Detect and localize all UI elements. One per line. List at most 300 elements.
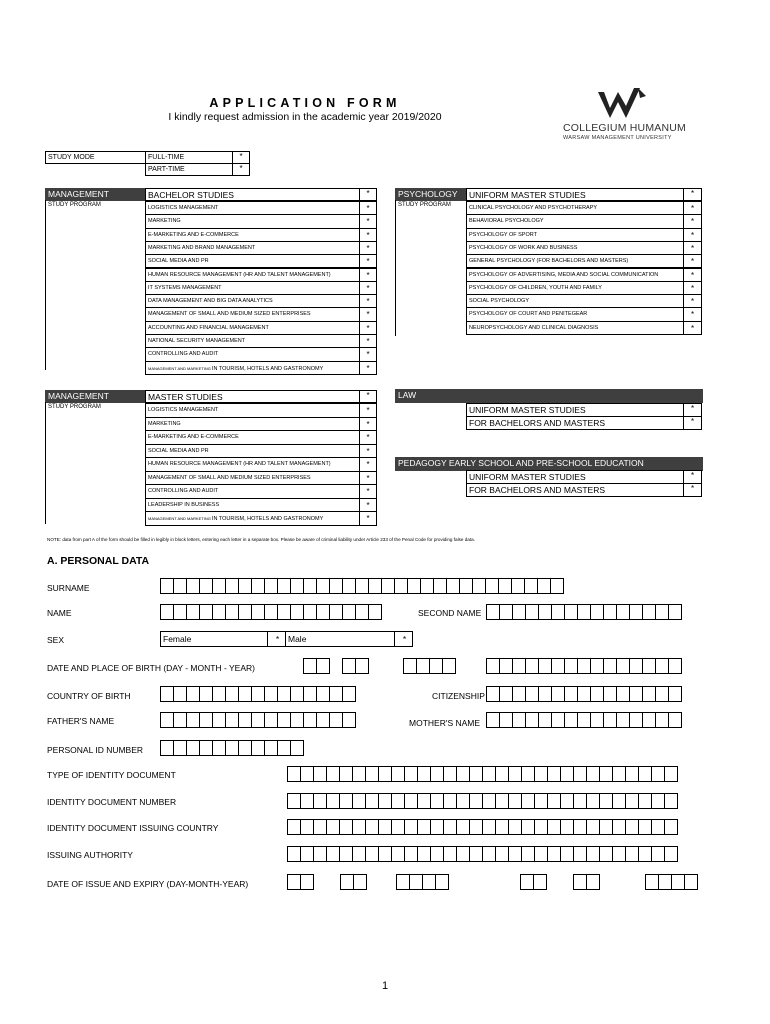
- letter-box[interactable]: [443, 846, 457, 862]
- letter-box[interactable]: [290, 712, 304, 728]
- letter-box[interactable]: [495, 766, 509, 782]
- letter-box[interactable]: [186, 686, 200, 702]
- psychology-program-checkbox[interactable]: *: [683, 201, 702, 215]
- letter-box[interactable]: [629, 658, 643, 674]
- letter-box[interactable]: [564, 712, 578, 728]
- letter-box[interactable]: [482, 766, 496, 782]
- letter-box[interactable]: [512, 686, 526, 702]
- letter-box[interactable]: [365, 819, 379, 835]
- letter-box[interactable]: [625, 846, 639, 862]
- letter-box[interactable]: [508, 846, 522, 862]
- letter-box[interactable]: [199, 604, 213, 620]
- letter-box[interactable]: [616, 604, 630, 620]
- letter-box[interactable]: [525, 658, 539, 674]
- letter-box[interactable]: [430, 846, 444, 862]
- letter-box[interactable]: [590, 712, 604, 728]
- letter-box[interactable]: [668, 712, 682, 728]
- letter-box[interactable]: [313, 766, 327, 782]
- letter-box[interactable]: [287, 766, 301, 782]
- letter-box[interactable]: [378, 766, 392, 782]
- birth-month-boxes[interactable]: [342, 658, 368, 674]
- letter-box[interactable]: [391, 819, 405, 835]
- letter-box[interactable]: [603, 712, 617, 728]
- psychology-program-checkbox[interactable]: *: [683, 281, 702, 295]
- letter-box[interactable]: [238, 712, 252, 728]
- fulltime-checkbox[interactable]: *: [232, 151, 250, 164]
- letter-box[interactable]: [391, 793, 405, 809]
- letter-box[interactable]: [407, 578, 421, 594]
- letter-box[interactable]: [160, 712, 174, 728]
- letter-box[interactable]: [664, 846, 678, 862]
- letter-box[interactable]: [590, 658, 604, 674]
- letter-box[interactable]: [355, 658, 369, 674]
- mgmt-master-program-checkbox[interactable]: *: [359, 403, 377, 418]
- letter-box[interactable]: [629, 686, 643, 702]
- letter-box[interactable]: [524, 578, 538, 594]
- letter-box[interactable]: [564, 686, 578, 702]
- letter-box[interactable]: [651, 819, 665, 835]
- letter-box[interactable]: [251, 686, 265, 702]
- mgmt-bachelor-program-checkbox[interactable]: *: [359, 228, 377, 242]
- letter-box[interactable]: [430, 793, 444, 809]
- letter-box[interactable]: [404, 846, 418, 862]
- letter-box[interactable]: [416, 658, 430, 674]
- letter-box[interactable]: [508, 819, 522, 835]
- psychology-program-checkbox[interactable]: *: [683, 241, 702, 255]
- letter-box[interactable]: [586, 846, 600, 862]
- letter-box[interactable]: [264, 578, 278, 594]
- letter-box[interactable]: [486, 658, 500, 674]
- letter-box[interactable]: [409, 874, 423, 890]
- letter-box[interactable]: [160, 578, 174, 594]
- letter-box[interactable]: [469, 819, 483, 835]
- letter-box[interactable]: [538, 604, 552, 620]
- letter-box[interactable]: [520, 874, 534, 890]
- letter-box[interactable]: [612, 819, 626, 835]
- letter-box[interactable]: [533, 874, 547, 890]
- mgmt-bachelor-program-checkbox[interactable]: *: [359, 361, 377, 375]
- letter-box[interactable]: [417, 766, 431, 782]
- letter-box[interactable]: [251, 578, 265, 594]
- letter-box[interactable]: [342, 604, 356, 620]
- letter-box[interactable]: [482, 793, 496, 809]
- mgmt-bachelor-program-checkbox[interactable]: *: [359, 201, 377, 215]
- letter-box[interactable]: [577, 604, 591, 620]
- letter-box[interactable]: [655, 604, 669, 620]
- letter-box[interactable]: [404, 766, 418, 782]
- letter-box[interactable]: [547, 846, 561, 862]
- letter-box[interactable]: [352, 819, 366, 835]
- letter-box[interactable]: [225, 578, 239, 594]
- letter-box[interactable]: [525, 712, 539, 728]
- letter-box[interactable]: [199, 578, 213, 594]
- mgmt-master-program-checkbox[interactable]: *: [359, 471, 377, 486]
- letter-box[interactable]: [642, 604, 656, 620]
- letter-box[interactable]: [538, 658, 552, 674]
- pedagogy-line1-star[interactable]: *: [683, 470, 702, 484]
- letter-box[interactable]: [353, 874, 367, 890]
- expiry-day-boxes[interactable]: [520, 874, 546, 890]
- letter-box[interactable]: [521, 846, 535, 862]
- letter-box[interactable]: [551, 604, 565, 620]
- issue-month-boxes[interactable]: [340, 874, 366, 890]
- psychology-program-checkbox[interactable]: *: [683, 307, 702, 321]
- letter-box[interactable]: [612, 846, 626, 862]
- letter-box[interactable]: [199, 712, 213, 728]
- mgmt-bachelor-program-checkbox[interactable]: *: [359, 241, 377, 255]
- letter-box[interactable]: [664, 766, 678, 782]
- letter-box[interactable]: [342, 658, 356, 674]
- letter-box[interactable]: [381, 578, 395, 594]
- letter-box[interactable]: [300, 793, 314, 809]
- letter-box[interactable]: [316, 604, 330, 620]
- letter-box[interactable]: [573, 819, 587, 835]
- letter-box[interactable]: [316, 578, 330, 594]
- letter-box[interactable]: [355, 578, 369, 594]
- letter-box[interactable]: [251, 604, 265, 620]
- letter-box[interactable]: [472, 578, 486, 594]
- letter-box[interactable]: [313, 846, 327, 862]
- letter-box[interactable]: [300, 766, 314, 782]
- law-line1-star[interactable]: *: [683, 403, 702, 417]
- mgmt-master-title-star[interactable]: *: [359, 390, 377, 403]
- expiry-year-boxes[interactable]: [645, 874, 697, 890]
- letter-box[interactable]: [638, 819, 652, 835]
- letter-box[interactable]: [534, 846, 548, 862]
- letter-box[interactable]: [625, 766, 639, 782]
- mgmt-bachelor-program-checkbox[interactable]: *: [359, 294, 377, 308]
- letter-box[interactable]: [403, 658, 417, 674]
- letter-box[interactable]: [485, 578, 499, 594]
- letter-box[interactable]: [655, 686, 669, 702]
- letter-box[interactable]: [551, 712, 565, 728]
- letter-box[interactable]: [534, 819, 548, 835]
- letter-box[interactable]: [225, 740, 239, 756]
- letter-box[interactable]: [508, 766, 522, 782]
- mgmt-master-program-checkbox[interactable]: *: [359, 444, 377, 459]
- letter-box[interactable]: [251, 740, 265, 756]
- letter-box[interactable]: [603, 686, 617, 702]
- letter-box[interactable]: [316, 686, 330, 702]
- letter-box[interactable]: [655, 658, 669, 674]
- letter-box[interactable]: [160, 740, 174, 756]
- letter-box[interactable]: [638, 793, 652, 809]
- letter-box[interactable]: [560, 793, 574, 809]
- letter-box[interactable]: [538, 712, 552, 728]
- mgmt-master-program-checkbox[interactable]: *: [359, 484, 377, 499]
- letter-box[interactable]: [671, 874, 685, 890]
- letter-box[interactable]: [577, 686, 591, 702]
- letter-box[interactable]: [212, 686, 226, 702]
- pedagogy-line2-star[interactable]: *: [683, 483, 702, 497]
- psychology-program-checkbox[interactable]: *: [683, 228, 702, 242]
- letter-box[interactable]: [316, 658, 330, 674]
- letter-box[interactable]: [238, 604, 252, 620]
- letter-box[interactable]: [521, 766, 535, 782]
- letter-box[interactable]: [287, 846, 301, 862]
- letter-box[interactable]: [264, 740, 278, 756]
- letter-box[interactable]: [394, 578, 408, 594]
- letter-box[interactable]: [616, 658, 630, 674]
- id-number-boxes[interactable]: [287, 793, 677, 809]
- letter-box[interactable]: [573, 846, 587, 862]
- letter-box[interactable]: [186, 712, 200, 728]
- letter-box[interactable]: [586, 819, 600, 835]
- letter-box[interactable]: [339, 819, 353, 835]
- letter-box[interactable]: [508, 793, 522, 809]
- letter-box[interactable]: [342, 712, 356, 728]
- mgmt-master-program-checkbox[interactable]: *: [359, 511, 377, 526]
- letter-box[interactable]: [625, 819, 639, 835]
- letter-box[interactable]: [651, 766, 665, 782]
- letter-box[interactable]: [186, 578, 200, 594]
- letter-box[interactable]: [684, 874, 698, 890]
- letter-box[interactable]: [590, 686, 604, 702]
- letter-box[interactable]: [277, 686, 291, 702]
- mgmt-bachelor-program-checkbox[interactable]: *: [359, 307, 377, 321]
- letter-box[interactable]: [443, 793, 457, 809]
- letter-box[interactable]: [212, 740, 226, 756]
- letter-box[interactable]: [429, 658, 443, 674]
- letter-box[interactable]: [290, 604, 304, 620]
- letter-box[interactable]: [225, 686, 239, 702]
- letter-box[interactable]: [238, 686, 252, 702]
- letter-box[interactable]: [498, 578, 512, 594]
- mgmt-bachelor-program-checkbox[interactable]: *: [359, 254, 377, 268]
- birth-place-boxes[interactable]: [486, 658, 681, 674]
- letter-box[interactable]: [547, 819, 561, 835]
- letter-box[interactable]: [290, 578, 304, 594]
- letter-box[interactable]: [417, 819, 431, 835]
- letter-box[interactable]: [173, 712, 187, 728]
- letter-box[interactable]: [469, 793, 483, 809]
- letter-box[interactable]: [186, 740, 200, 756]
- letter-box[interactable]: [495, 819, 509, 835]
- letter-box[interactable]: [499, 712, 513, 728]
- letter-box[interactable]: [655, 712, 669, 728]
- female-checkbox[interactable]: *: [267, 631, 286, 647]
- letter-box[interactable]: [290, 686, 304, 702]
- letter-box[interactable]: [173, 686, 187, 702]
- letter-box[interactable]: [342, 578, 356, 594]
- letter-box[interactable]: [668, 686, 682, 702]
- letter-box[interactable]: [668, 604, 682, 620]
- letter-box[interactable]: [560, 846, 574, 862]
- name-boxes[interactable]: [160, 604, 381, 620]
- letter-box[interactable]: [599, 766, 613, 782]
- letter-box[interactable]: [550, 578, 564, 594]
- letter-box[interactable]: [482, 846, 496, 862]
- letter-box[interactable]: [486, 712, 500, 728]
- letter-box[interactable]: [664, 793, 678, 809]
- mgmt-master-program-checkbox[interactable]: *: [359, 430, 377, 445]
- male-checkbox[interactable]: *: [394, 631, 413, 647]
- letter-box[interactable]: [160, 686, 174, 702]
- letter-box[interactable]: [586, 874, 600, 890]
- letter-box[interactable]: [573, 874, 587, 890]
- letter-box[interactable]: [329, 604, 343, 620]
- letter-box[interactable]: [664, 819, 678, 835]
- law-line2-star[interactable]: *: [683, 416, 702, 430]
- letter-box[interactable]: [499, 604, 513, 620]
- psychology-program-checkbox[interactable]: *: [683, 294, 702, 308]
- letter-box[interactable]: [495, 846, 509, 862]
- letter-box[interactable]: [238, 578, 252, 594]
- letter-box[interactable]: [534, 793, 548, 809]
- letter-box[interactable]: [564, 604, 578, 620]
- letter-box[interactable]: [482, 819, 496, 835]
- letter-box[interactable]: [512, 604, 526, 620]
- letter-box[interactable]: [560, 819, 574, 835]
- letter-box[interactable]: [599, 846, 613, 862]
- letter-box[interactable]: [225, 604, 239, 620]
- letter-box[interactable]: [329, 712, 343, 728]
- letter-box[interactable]: [443, 819, 457, 835]
- letter-box[interactable]: [586, 793, 600, 809]
- letter-box[interactable]: [365, 766, 379, 782]
- letter-box[interactable]: [264, 686, 278, 702]
- letter-box[interactable]: [551, 686, 565, 702]
- psychology-program-checkbox[interactable]: *: [683, 254, 702, 268]
- mgmt-bachelor-program-checkbox[interactable]: *: [359, 281, 377, 295]
- id-type-boxes[interactable]: [287, 766, 677, 782]
- letter-box[interactable]: [368, 578, 382, 594]
- letter-box[interactable]: [537, 578, 551, 594]
- letter-box[interactable]: [512, 712, 526, 728]
- letter-box[interactable]: [355, 604, 369, 620]
- letter-box[interactable]: [290, 740, 304, 756]
- letter-box[interactable]: [642, 686, 656, 702]
- letter-box[interactable]: [264, 604, 278, 620]
- letter-box[interactable]: [456, 846, 470, 862]
- letter-box[interactable]: [538, 686, 552, 702]
- letter-box[interactable]: [573, 793, 587, 809]
- letter-box[interactable]: [417, 793, 431, 809]
- letter-box[interactable]: [173, 740, 187, 756]
- letter-box[interactable]: [525, 604, 539, 620]
- letter-box[interactable]: [651, 846, 665, 862]
- letter-box[interactable]: [443, 766, 457, 782]
- mgmt-bachelor-program-checkbox[interactable]: *: [359, 214, 377, 228]
- letter-box[interactable]: [300, 819, 314, 835]
- letter-box[interactable]: [365, 793, 379, 809]
- letter-box[interactable]: [287, 793, 301, 809]
- letter-box[interactable]: [486, 604, 500, 620]
- letter-box[interactable]: [352, 766, 366, 782]
- letter-box[interactable]: [264, 712, 278, 728]
- expiry-month-boxes[interactable]: [573, 874, 599, 890]
- letter-box[interactable]: [486, 686, 500, 702]
- letter-box[interactable]: [173, 604, 187, 620]
- letter-box[interactable]: [547, 793, 561, 809]
- letter-box[interactable]: [590, 604, 604, 620]
- birth-day-boxes[interactable]: [303, 658, 329, 674]
- letter-box[interactable]: [629, 604, 643, 620]
- letter-box[interactable]: [329, 578, 343, 594]
- letter-box[interactable]: [547, 766, 561, 782]
- letter-box[interactable]: [638, 766, 652, 782]
- letter-box[interactable]: [499, 686, 513, 702]
- letter-box[interactable]: [391, 846, 405, 862]
- letter-box[interactable]: [303, 686, 317, 702]
- letter-box[interactable]: [329, 686, 343, 702]
- letter-box[interactable]: [642, 658, 656, 674]
- letter-box[interactable]: [499, 658, 513, 674]
- letter-box[interactable]: [534, 766, 548, 782]
- letter-box[interactable]: [459, 578, 473, 594]
- letter-box[interactable]: [446, 578, 460, 594]
- id-country-boxes[interactable]: [287, 819, 677, 835]
- letter-box[interactable]: [313, 819, 327, 835]
- letter-box[interactable]: [326, 793, 340, 809]
- letter-box[interactable]: [599, 819, 613, 835]
- letter-box[interactable]: [365, 846, 379, 862]
- letter-box[interactable]: [495, 793, 509, 809]
- parttime-checkbox[interactable]: *: [232, 163, 250, 176]
- letter-box[interactable]: [378, 819, 392, 835]
- letter-box[interactable]: [456, 819, 470, 835]
- mgmt-bachelor-program-checkbox[interactable]: *: [359, 347, 377, 361]
- letter-box[interactable]: [339, 793, 353, 809]
- letter-box[interactable]: [277, 604, 291, 620]
- letter-box[interactable]: [456, 766, 470, 782]
- letter-box[interactable]: [456, 793, 470, 809]
- letter-box[interactable]: [339, 766, 353, 782]
- letter-box[interactable]: [277, 578, 291, 594]
- issue-day-boxes[interactable]: [287, 874, 313, 890]
- letter-box[interactable]: [303, 658, 317, 674]
- mgmt-bachelor-program-checkbox[interactable]: *: [359, 334, 377, 348]
- letter-box[interactable]: [186, 604, 200, 620]
- letter-box[interactable]: [303, 578, 317, 594]
- letter-box[interactable]: [512, 658, 526, 674]
- letter-box[interactable]: [173, 578, 187, 594]
- issue-year-boxes[interactable]: [396, 874, 448, 890]
- psychology-program-checkbox[interactable]: *: [683, 321, 702, 335]
- letter-box[interactable]: [160, 604, 174, 620]
- letter-box[interactable]: [277, 712, 291, 728]
- letter-box[interactable]: [287, 874, 301, 890]
- letter-box[interactable]: [525, 686, 539, 702]
- letter-box[interactable]: [573, 766, 587, 782]
- psychology-program-checkbox[interactable]: *: [683, 214, 702, 228]
- letter-box[interactable]: [326, 819, 340, 835]
- letter-box[interactable]: [342, 686, 356, 702]
- letter-box[interactable]: [625, 793, 639, 809]
- letter-box[interactable]: [352, 846, 366, 862]
- letter-box[interactable]: [313, 793, 327, 809]
- letter-box[interactable]: [303, 712, 317, 728]
- letter-box[interactable]: [551, 658, 565, 674]
- letter-box[interactable]: [430, 766, 444, 782]
- letter-box[interactable]: [326, 766, 340, 782]
- letter-box[interactable]: [340, 874, 354, 890]
- letter-box[interactable]: [642, 712, 656, 728]
- letter-box[interactable]: [442, 658, 456, 674]
- letter-box[interactable]: [564, 658, 578, 674]
- letter-box[interactable]: [238, 740, 252, 756]
- letter-box[interactable]: [199, 686, 213, 702]
- letter-box[interactable]: [612, 793, 626, 809]
- letter-box[interactable]: [368, 604, 382, 620]
- letter-box[interactable]: [651, 793, 665, 809]
- letter-box[interactable]: [287, 819, 301, 835]
- letter-box[interactable]: [645, 874, 659, 890]
- letter-box[interactable]: [300, 846, 314, 862]
- letter-box[interactable]: [225, 712, 239, 728]
- mgmt-bachelor-program-checkbox[interactable]: *: [359, 321, 377, 335]
- issuing-authority-boxes[interactable]: [287, 846, 677, 862]
